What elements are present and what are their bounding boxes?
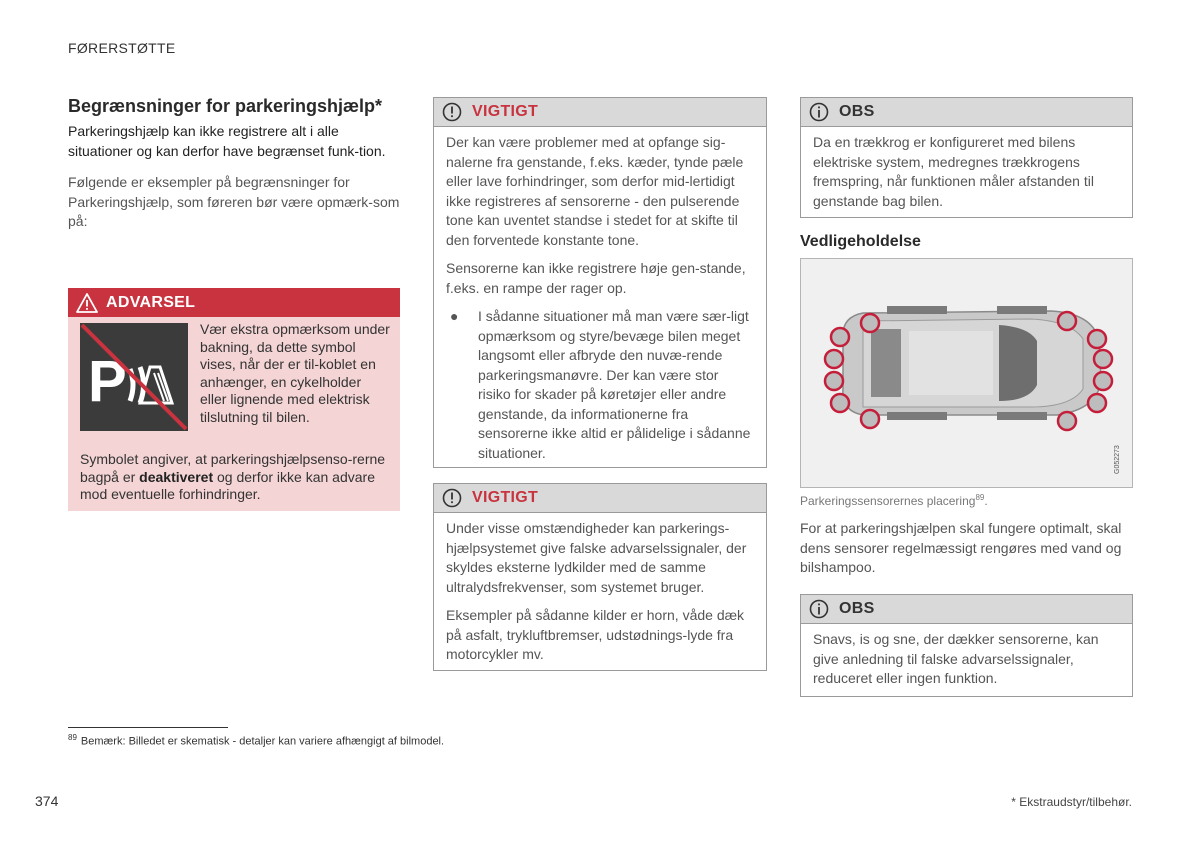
important-label-1: VIGTIGT: [472, 103, 539, 120]
note-header-2: [801, 595, 1132, 624]
important-box-1: [433, 97, 767, 468]
warning-bottom-bold: deaktiveret: [139, 468, 214, 485]
important-paragraph-2: Sensorerne kan ikke registrere høje gen-stande, f.eks. en rampe der rager op.: [446, 260, 746, 296]
exclamation-circle-icon: [442, 488, 462, 508]
important-header-1: [434, 98, 766, 127]
figure-code: G052273: [1114, 445, 1121, 474]
important2-paragraph-2: Eksempler på sådanne kilder er horn, våde dæk på asfalt, trykluftbremser, udstødnings-lyde fra motorcykler mv.: [446, 607, 745, 662]
limitations-section: [68, 96, 400, 242]
note-text-2: Snavs, is og sne, der dækker sensorerne, kan give anledning til falske advarselssignaler, reduceret eller ingen funktion.: [813, 631, 1099, 686]
info-circle-icon: [809, 599, 829, 619]
exclamation-circle-icon: [442, 102, 462, 122]
important-paragraph-1: Der kan være problemer med at opfange sig-nalerne fra genstande, f.eks. kæder, tynde pæle eller lave forhindringer, som derfor mid-lertidigt ikke registreres af sensorerne - den pulserende tone kan uventet standse i stedet for at skifte til den forventede konstante tone.: [446, 134, 744, 248]
warning-bottom-text: [80, 451, 390, 504]
note-box-2: [800, 594, 1133, 697]
lead-paragraph: Parkeringshjælp kan ikke registrere alt i alle situationer og kan derfor have begrænset funk-tion.: [68, 123, 386, 159]
maintenance-heading: Vedligeholdelse: [800, 233, 921, 250]
caption-text: Parkeringssensorernes placering: [800, 494, 976, 508]
footnote-divider: [68, 727, 228, 728]
warning-header: [68, 288, 400, 317]
info-circle-icon: [809, 102, 829, 122]
warning-box: [68, 288, 400, 511]
footnote-number: 89: [68, 733, 77, 742]
warning-side-text: Vær ekstra opmærksom under bakning, da dette symbol vises, når der er til-koblet en anhænger, en cykelholder eller lignende med elektrisk tilslutning til bilen.: [200, 321, 390, 425]
page-number: 374: [35, 793, 59, 809]
note-box-1: [800, 97, 1133, 218]
caption-footnote-ref[interactable]: 89: [975, 493, 985, 502]
bullet-text: I sådanne situationer må man være sær-ligt opmærksom og styre/bevæge bilen meget langsomt eller afbryde den nuvæ-rende parkeringsmanøvre. Der kan være stor risiko for skader på køretøjer eller andre genstande, da informationerne fra sensorerne ikke altid er pålidelige i sådanne situationer.: [478, 308, 751, 461]
important-box-2: [433, 483, 767, 671]
warning-label: ADVARSEL: [106, 293, 196, 311]
note-text-1: Da en trækkrog er konfigureret med bilens elektriske system, medregnes trækkrogens fremspring, når funktionen måler afstanden til genstande bag bilen.: [813, 134, 1094, 209]
note-header-1: [801, 98, 1132, 127]
figure-caption: [800, 493, 988, 508]
warning-bottom-post: og derfor ikke kan advare mod eventuelle forhindringer.: [80, 468, 375, 502]
caption-end: .: [984, 494, 988, 508]
accessory-note: * Ekstraudstyr/tilbehør.: [1011, 795, 1132, 809]
important2-paragraph-1: Under visse omstændigheder kan parkerings-hjælpsystemet give falske advarselssignaler, der skyldes eksterne lydkilder med de samme ultralydsfrekvenser, som systemet bruger.: [446, 520, 747, 595]
warning-bottom-pre: Symbolet angiver, at parkeringshjælpsenso-rerne bagpå er: [80, 451, 386, 485]
sensor-placement-figure: [800, 258, 1133, 488]
car-top-view-illustration: [801, 259, 1132, 487]
warning-triangle-icon: [76, 293, 98, 313]
important-label-2: VIGTIGT: [472, 489, 539, 506]
important-bullet: [446, 307, 754, 463]
footnote-text: Bemærk: Billedet er skematisk - detaljer kan variere afhængigt af bilmodel.: [80, 735, 445, 748]
note-label-2: OBS: [839, 600, 875, 617]
section-title: Begrænsninger for parkeringshjælp*: [68, 96, 383, 116]
maintenance-paragraph: For at parkeringshjælpen skal fungere optimalt, skal dens sensorer regelmæssigt rengøres med vand og bilshampoo.: [800, 520, 1122, 575]
bullet-dot: ●: [450, 308, 459, 324]
intro-paragraph: Følgende er eksempler på begrænsninger for Parkeringshjælp, som føreren bør være opmærk-som på:: [68, 174, 400, 229]
parking-assist-disabled-icon: [80, 323, 188, 431]
svg-text:P: P: [88, 349, 127, 414]
note-label-1: OBS: [839, 103, 875, 120]
footnote: [68, 733, 444, 748]
section-header: FØRERSTØTTE: [68, 40, 176, 56]
important-header-2: [434, 484, 766, 513]
